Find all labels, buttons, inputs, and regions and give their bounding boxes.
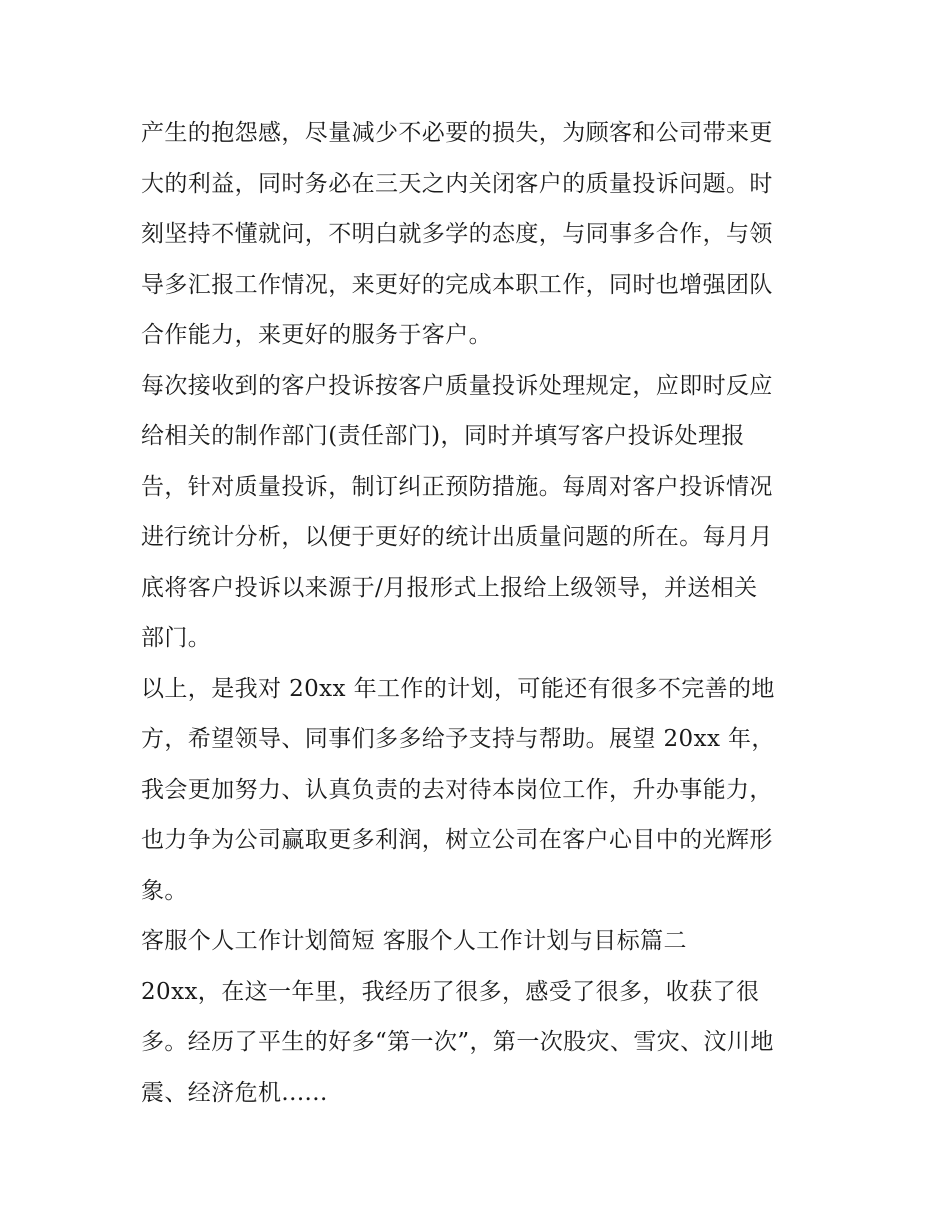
text-line: 我会更加努力、认真负责的去对待本岗位工作，升办事能力，	[141, 776, 773, 803]
text-line: 刻坚持不懂就问，不明白就多学的态度，与同事多合作，与领	[141, 221, 773, 247]
text-line: 每次接收到的客户投诉按客户质量投诉处理规定，应即时反应	[141, 372, 773, 399]
text-line: 导多汇报工作情况，来更好的完成本职工作，同时也增强团队	[141, 271, 773, 298]
text-line: 底将客户投诉以来源于/月报形式上报给上级领导，并送相关	[141, 574, 758, 601]
text-line: 多。经历了平生的好多“第一次”，第一次股灾、雪灾、汶川地	[141, 1029, 774, 1055]
text-line: 以上，是我对 20xx 年工作的计划，可能还有很多不完善的地	[141, 675, 775, 702]
text-line: 产生的抱怨感，尽量减少不必要的损失，为顾客和公司带来更	[141, 120, 773, 146]
text-line: 告，针对质量投诉，制订纠正预防措施。每周对客户投诉情况	[141, 473, 773, 500]
paragraph-summary	[141, 664, 821, 917]
text-line: 象。	[141, 877, 188, 904]
text-line: 方，希望领导、同事们多多给予支持与帮助。展望 20xx 年，	[141, 726, 775, 752]
section-heading	[141, 916, 821, 967]
text-line: 合作能力，来更好的服务于客户。	[141, 322, 492, 348]
text-line: 也力争为公司赢取更多利润，树立公司在客户心目中的光辉形	[141, 827, 773, 853]
document-body	[141, 108, 821, 1118]
text-line: 20xx，在这一年里，我经历了很多，感受了很多，收获了很	[141, 978, 760, 1005]
text-line: 给相关的制作部门(责任部门)，同时并填写客户投诉处理报	[141, 423, 745, 449]
text-line: 部门。	[141, 625, 212, 651]
paragraph-complaint-procedure	[141, 361, 821, 664]
text-line: 大的利益，同时务必在三天之内关闭客户的质量投诉问题。时	[141, 170, 773, 197]
text-line: 进行统计分析，以便于更好的统计出质量问题的所在。每月月	[141, 524, 773, 550]
paragraph-year-review	[141, 967, 821, 1119]
paragraph-complaint-handling	[141, 108, 821, 361]
text-line: 震、经济危机......	[141, 1079, 328, 1106]
heading-line: 客服个人工作计划简短 客服个人工作计划与目标篇二	[141, 928, 687, 954]
